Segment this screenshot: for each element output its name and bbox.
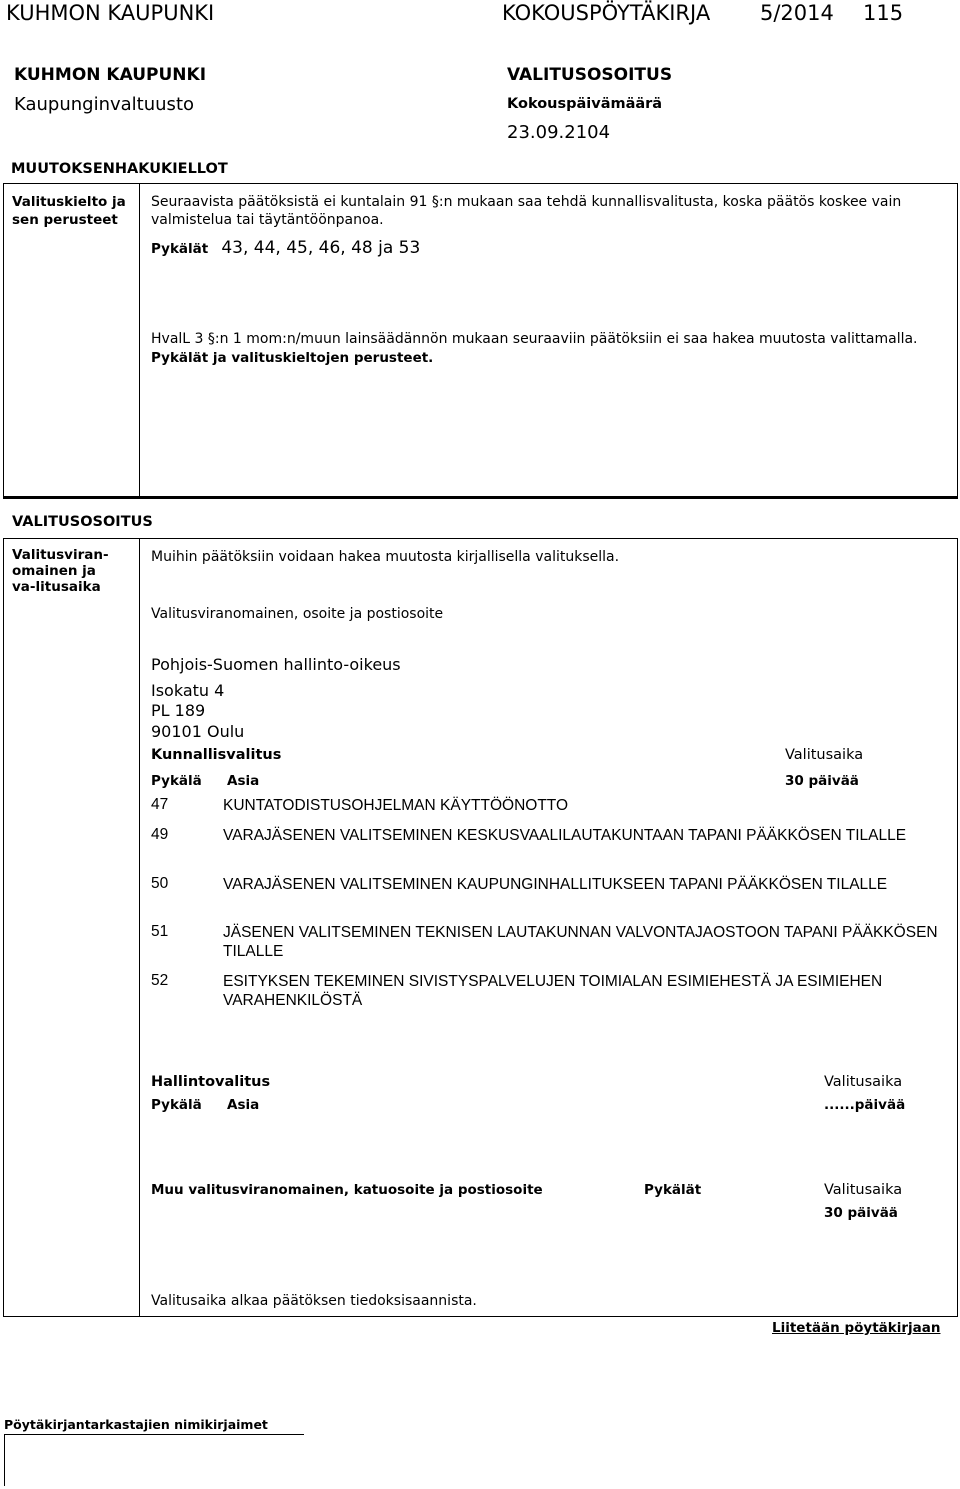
municipal-time: 30 päivää <box>785 773 859 789</box>
header-org: KUHMON KAUPUNKI <box>6 1 215 25</box>
administrative-col-matter: Asia <box>227 1097 260 1113</box>
item-number: 47 <box>151 796 169 813</box>
item-text: ESITYKSEN TEKEMINEN SIVISTYSPALVELUJEN TOIMIALAN ESIMIEHESTÄ JA ESIMIEHEN VARAHENKILÖSTÄ <box>223 973 883 1009</box>
administrative-time-label: Valitusaika <box>824 1074 903 1090</box>
masthead-org: KUHMON KAUPUNKI <box>14 65 207 85</box>
other-sections-label: Pykälät <box>644 1182 702 1198</box>
item-text: VARAJÄSENEN VALITSEMINEN KESKUSVAALILAUTAKUNTAAN TAPANI PÄÄKKÖSEN TILALLE <box>223 827 907 844</box>
restrictions-label: Valituskielto ja sen perusteet <box>12 194 126 228</box>
item-number: 52 <box>151 972 169 989</box>
appeal-divider <box>139 538 140 1317</box>
municipal-col-section: Pykälä <box>151 773 202 789</box>
restrictions-sections-row <box>151 238 420 258</box>
authority-postcode: 90101 Oulu <box>151 722 245 741</box>
item-number: 49 <box>151 826 169 843</box>
appeal-start-text: Valitusaika alkaa päätöksen tiedoksisaannista. <box>151 1293 477 1309</box>
item-text: JÄSENEN VALITSEMINEN TEKNISEN LAUTAKUNNAN VALVONTAJAOSTOON TAPANI PÄÄKKÖSEN TILALLE <box>223 924 938 960</box>
header-issue: 5/2014 <box>760 1 834 25</box>
authority-label: Valitusviranomainen, osoite ja postiosoite <box>151 606 444 622</box>
other-authority-title: Muu valitusviranomainen, katuosoite ja postiosoite <box>151 1182 543 1198</box>
appeal-label: Valitusviran-omainen ja va-litusaika <box>12 547 109 595</box>
restrictions-sections-label: Pykälät <box>151 241 209 257</box>
administrative-title: Hallintovalitus <box>151 1074 271 1090</box>
administrative-time: ......päivää <box>824 1097 906 1113</box>
item-text: VARAJÄSENEN VALITSEMINEN KAUPUNGINHALLITUKSEEN TAPANI PÄÄKKÖSEN TILALLE <box>223 876 888 893</box>
restrictions-text: Seuraavista päätöksistä ei kuntalain 91 §:n mukaan saa tehdä kunnallisvalitusta, koska päätös koskee vain valmistelua tai täytäntöönpanoa. <box>151 194 902 228</box>
restrictions-heading: MUUTOKSENHAKUKIELLOT <box>11 161 228 177</box>
hvall-text: HvalL 3 §:n 1 mom:n/muun lainsäädännön mukaan seuraaviin päätöksiin ei saa hakea muutosta valittamalla. <box>151 331 918 347</box>
restrictions-divider <box>139 183 140 497</box>
masthead-date: 23.09.2104 <box>507 122 611 143</box>
appeal-intro: Muihin päätöksiin voidaan hakea muutosta kirjallisella valituksella. <box>151 549 620 565</box>
attach-note: Liitetään pöytäkirjaan <box>772 1320 941 1336</box>
authority-name: Pohjois-Suomen hallinto-oikeus <box>151 655 401 674</box>
signatures-label: Pöytäkirjantarkastajien nimikirjaimet <box>4 1417 268 1432</box>
header-doc-type: KOKOUSPÖYTÄKIRJA <box>502 1 711 25</box>
signatures-top-line <box>4 1434 304 1435</box>
signatures-left-line <box>4 1434 5 1486</box>
masthead-date-label: Kokouspäivämäärä <box>507 96 663 112</box>
other-time: 30 päivää <box>824 1205 898 1221</box>
administrative-col-section: Pykälä <box>151 1097 202 1113</box>
masthead-body: Kaupunginvaltuusto <box>14 94 195 115</box>
municipal-time-label: Valitusaika <box>785 747 864 763</box>
header-page-number: 115 <box>863 1 904 25</box>
masthead-title: VALITUSOSOITUS <box>507 65 673 85</box>
item-text: KUNTATODISTUSOHJELMAN KÄYTTÖÖNOTTO <box>223 797 569 814</box>
authority-po-box: PL 189 <box>151 701 206 720</box>
restrictions-grounds: Pykälät ja valituskieltojen perusteet. <box>151 350 434 366</box>
restrictions-sections: 43, 44, 45, 46, 48 ja 53 <box>221 238 421 258</box>
appeal-heading: VALITUSOSOITUS <box>12 514 153 530</box>
authority-street: Isokatu 4 <box>151 681 225 700</box>
item-number: 50 <box>151 875 169 892</box>
municipal-title: Kunnallisvalitus <box>151 747 282 763</box>
other-time-label: Valitusaika <box>824 1182 903 1198</box>
municipal-col-matter: Asia <box>227 773 260 789</box>
item-number: 51 <box>151 923 169 940</box>
